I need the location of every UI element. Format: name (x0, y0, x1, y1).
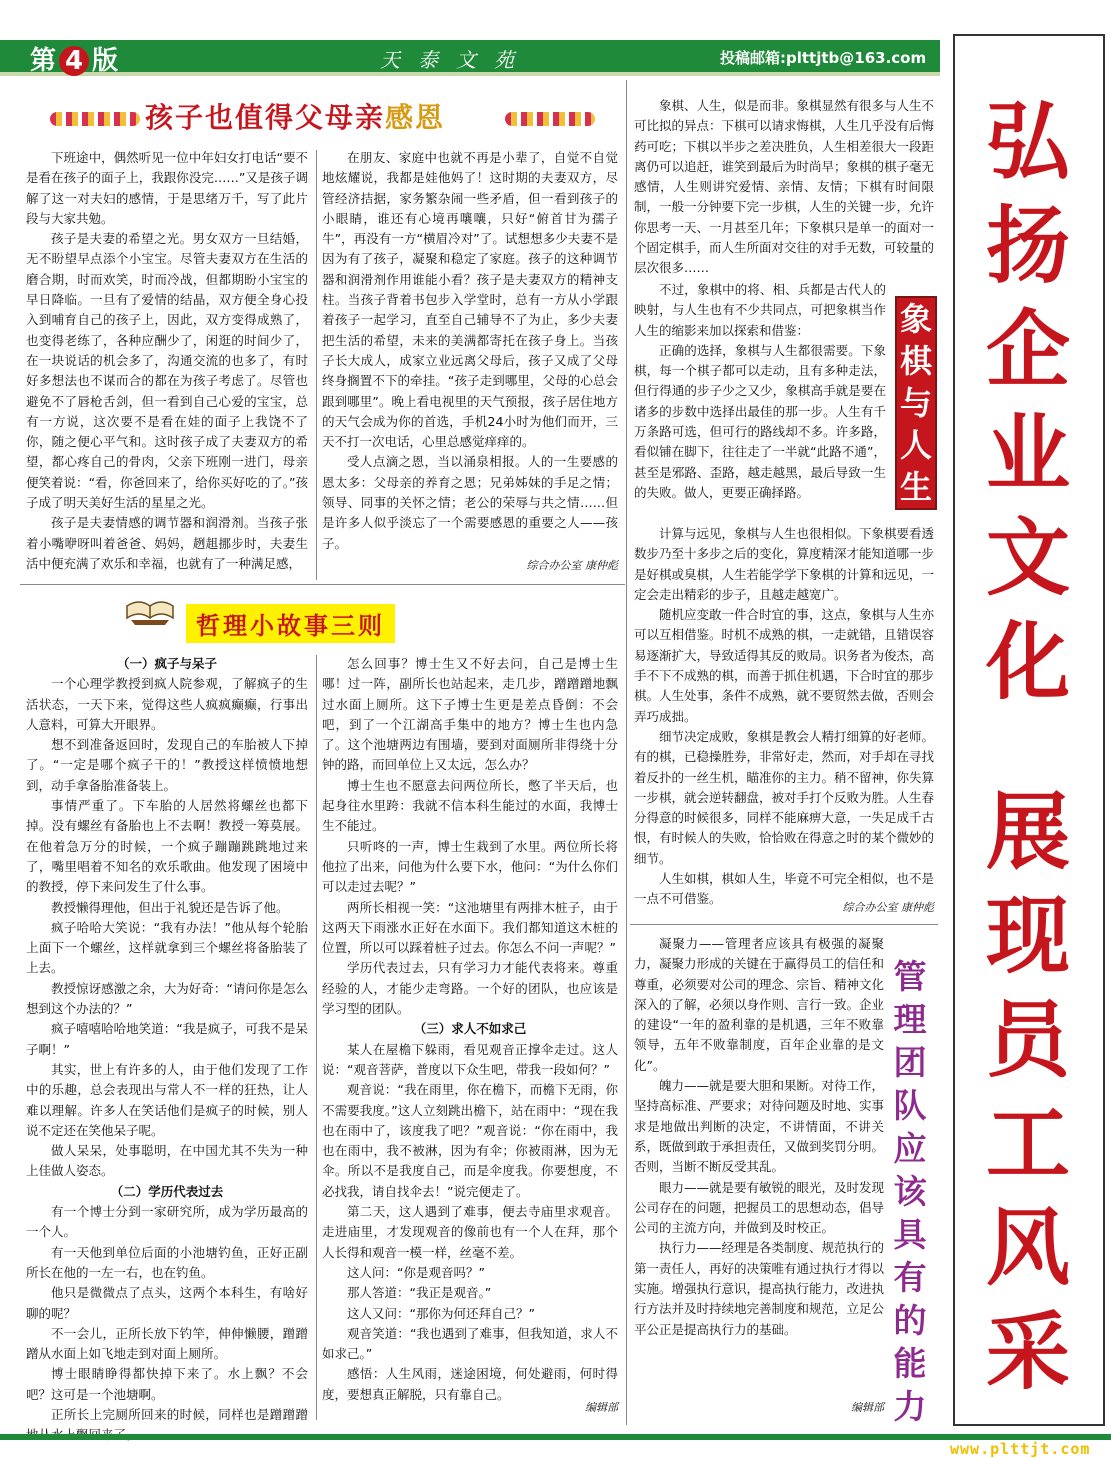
article3-title: 象棋与人生 (895, 296, 937, 510)
footer-band (0, 1434, 1111, 1440)
paragraph: 第二天，这人遇到了难事，便去寺庙里求观音。走进庙里，才发现观音的像前也有一个人在拜，那个人长得和观音一模一样，丝毫不差。 (322, 1204, 618, 1260)
paragraph: 博士生也不愿意去问两位所长，憋了半天后，也起身往水里跨：我就不信本科生能过的水面，我博士生不能过。 (322, 777, 618, 834)
paragraph: 不一会儿，正所长放下钓竿，伸伸懒腰，蹭蹭蹭从水面上如飞地走到对面上厕所。 (26, 1325, 308, 1362)
paragraph: 细节决定成败，象棋是教会人精打细算的好老师。有的棋，已稳操胜券，非常好走，然而，对手却在寻找着反扑的一丝生机，瞄准你的主力。稍不留神，你失算一步棋，就会逆转翻盘，被对手打个反败为胜。人生春分得意的时候很多，同样不能麻痹大意，一失足成千古恨，有时候人的失败，恰恰败在得意之时的某个微妙的细节。 (634, 728, 935, 866)
book-icon (125, 596, 175, 626)
paragraph: 其实，世上有许多的人，由于他们发现了工作中的乐趣，总会表现出与常人不一样的狂热，让人难以理解。许多人在笑话他们是疯子的时候，别人说不定还在笑他呆子呢。 (26, 1061, 308, 1138)
paragraph: 疯子嘻嘻哈哈地笑道：“我是疯子，可我不是呆子啊！” (26, 1021, 308, 1057)
article3-bottom (634, 524, 934, 910)
flower-decoration-left (50, 112, 140, 126)
paragraph: 在朋友、家庭中也就不再是小辈了，自觉不自觉地炫耀说，我都是娃他妈了！这时期的夫妻双方，尽管经济拮据，家务繁杂闹一些矛盾，但一看到孩子的小眼睛，谁还有心境再嚷嚷，只好“俯首甘为孺子牛”，再没有一方“横眉冷对”了。试想想多少夫妻不是因为有了孩子，凝聚和稳定了家庭。孩子的这种调节器和润滑剂作用谁能小看？孩子是夫妻双方的精神支柱。当孩子背着书包步入学堂时，总有一方从小学跟着孩子一起学习，直至自己辅导不了为止，多少夫妻把生活的希望，未来的美满都寄托在孩子身上。当孩子长大成人，成家立业远离父母后，孩子又成了父母终身搁置不下的牵挂。“孩子走到哪里，父母的心总会跟到哪里”。晚上看电视里的天气预报，孩子居住地方的天气会成为你的首选，手机24小时为他们而开，三天不打一次电话，心里总感觉痒痒的。 (322, 150, 618, 450)
paragraph: 这人又问：“那你为何还拜自己？” (347, 1305, 535, 1321)
paragraph: 教授惊讶感激之余，大为好奇：“请问你是怎么想到这个办法的？” (26, 980, 308, 1017)
paragraph: 某人在屋檐下躲雨，看见观音正撑伞走过。这人说：“观音菩萨，普度以下众生吧，带我一段如何？” (322, 1041, 618, 1077)
flower-decoration-right (505, 112, 595, 126)
paragraph: 做人呆呆，处事聪明，在中国尤其不失为一种上佳做人姿态。 (26, 1143, 308, 1179)
paragraph: 博士眼睛睁得都快掉下来了。水上飘？不会吧？这可是一个池塘啊。 (26, 1366, 308, 1402)
article2-col2 (322, 654, 618, 1405)
paragraph: 计算与远见，象棋与人生也很相似。下象棋要看透数步乃至十多步之后的变化，算度精深才能知道哪一步是好棋或臭棋，人生若能学学下象棋的计算和远见，一定会走出精彩的步子，且越走越宽广。 (634, 526, 935, 602)
paragraph: 象棋、人生，似是而非。象棋显然有很多与人生不可比拟的异点：下棋可以请求悔棋，人生几乎没有后悔药可吃；下棋以半步之差决胜负，人生相差很大一段距离仍可以追赶，谁笑到最后为时尚早；象棋的棋子毫无感情，人生则讲究爱情、亲情、友情；下棋有时间限制，一般一分钟要下完一步棋，人生的关键一步，允许你思考一天、一月甚至几年；下象棋只是单一的面对一个固定棋手，而人生所面对交往的对手无数，可较量的层次很多…… (634, 98, 935, 276)
paragraph: 执行力——经理是各类制度、规范执行的第一责任人，再好的决策唯有通过执行才得以实施。增强执行意识，提高执行能力，改进执行方法并及时持续地完善制度和规范，立足公平公正是提高执行力的基础。 (634, 1240, 885, 1337)
paragraph: 两所长相视一笑：“这池塘里有两排木桩子，由于这两天下雨涨水正好在水面下。我们都知道这木桩的位置，所以可以踩着桩子过去。你怎么不问一声呢？” (322, 899, 618, 956)
masthead: 天泰文苑 (380, 48, 532, 72)
paragraph: 教授懒得理他，但出于礼貌还是告诉了他。 (51, 899, 289, 915)
article3-signature: 综合办公室 康仲彪 (842, 901, 934, 914)
paragraph: 观音说：“我在雨里，你在檐下，而檐下无雨，你不需要我度。”这人立刻跳出檐下，站在雨中：“现在我也在雨中了，该度我了吧？”观音说：“你在雨中，我也在雨中，我不被淋，因为有伞；你被雨淋，因为无伞。所以不是我度自己，而是伞度我。你要想度，不必找我，请自找伞去！”说完便走了。 (322, 1082, 618, 1199)
paragraph: 正所长上完厕所回来的时候，同样也是蹭蹭蹭 (51, 1406, 308, 1422)
column-divider (316, 150, 317, 580)
paragraph: 疯子哈哈大笑说：“我有办法！”他从每个轮胎上面下一个螺丝，这样就拿到三个螺丝将备胎装了上去。 (26, 919, 308, 976)
paragraph: 下班途中，偶然听见一位中年妇女打电话“要不是看在孩子的面子上，我跟你没完……”又是孩子调解了这一对夫妇的感情，于是思绪万千，写了此片段与大家共勉。 (26, 150, 308, 226)
paragraph: 事情严重了。下车胎的人居然将螺丝也都下掉。没有螺丝有备胎也上不去啊！教授一筹莫展。在他着急万分的时候，一个疯子蹦蹦跳跳地过来了，嘴里唱着不知名的欢乐歌曲。他发现了困境中的教授，停下来问发生了什么事。 (26, 798, 308, 895)
paragraph: 孩子是夫妻的希望之光。男女双方一旦结婚，无不盼望早点添个小宝宝。尽管夫妻双方在生活的磨合期，时而欢笑，时而冷战，但都期盼小宝宝的早日降临。一旦有了爱情的结晶，双方便全身心投入到哺育自己的孩子上，因此，双方变得成熟了，也变得老练了，各种应酬少了，闲逛的时间少了，在一块说话的机会多了，沟通交流的也多了，有时好多想法也不谋而合的都在为孩子考虑了。尽管也避免不了唇枪舌剑，但一看到自己心爱的宝宝，总有一方说，这次要不是看在娃的面子上我饶不了你，随之便心平气和。这时孩子成了夫妻双方的希望，都心疼自己的骨肉，父亲下班刚一进门，母亲便笑着说：“看，你爸回来了，给你买好吃的了。”孩子成了明天美好生活的星星之光。 (26, 231, 308, 511)
paragraph: 人生如棋，棋如人生，毕竟不可完全相似，也不是一点不可借鉴。 (634, 871, 935, 907)
paragraph: 那人答道：“我正是观音。” (347, 1285, 492, 1301)
slogan-line1: 弘扬企业文化 (985, 93, 1070, 711)
article4-title: 管理团队应该具有的能力 (893, 957, 927, 1426)
article1-signature: 综合办公室 康仲彪 (526, 559, 618, 572)
edition-label: 第 4 版 (30, 46, 119, 76)
paragraph: 魄力——就是要大胆和果断。对待工作，坚持高标准、严要求；对待问题及时地、实事求是地做出判断的决定，不讲情面，不讲关系，既做到敢于承担责任，又做到奖罚分明。否则，当断不断反受其乱。 (634, 1078, 885, 1175)
article2-title: 哲理小故事三则 (186, 604, 395, 643)
article3-mid (634, 280, 886, 503)
slogan-line2: 展现员工风采 (985, 783, 1070, 1401)
story-subheading: （一）疯子与呆子 (116, 656, 217, 671)
paragraph: 眼力——就是要有敏锐的眼光，及时发现公司存在的问题，把握员工的思想动态，倡导公司的主流方向，并做到及时校正。 (634, 1179, 885, 1236)
story-subheading: （三）求人不如求己 (413, 1021, 527, 1037)
paragraph: 一个心理学教授到疯人院参观，了解疯子的生活状态，一天下来，觉得这些人疯疯癫癫，行事出人意料，可算大开眼界。 (26, 676, 308, 732)
article4-signature: 编辑部 (851, 1401, 884, 1414)
article2-col1 (26, 654, 308, 1446)
article1-col2 (322, 148, 618, 554)
paragraph: 这人问：“你是观音吗？” (347, 1264, 485, 1280)
submission-email: 投稿邮箱:plttjtb@163.com (720, 49, 927, 67)
article2-signature: 编辑部 (585, 1401, 618, 1414)
paragraph: 观音笑道：“我也遇到了难事，但我知道，求人不如求己。” (322, 1325, 618, 1362)
paragraph: 想不到准备返回时，发现自己的车胎被人下掉了。“一定是哪个疯子干的！”教授这样愤愤地想到，动手拿备胎准备装上。 (26, 737, 308, 793)
column-divider (626, 80, 627, 1425)
article1-col1 (26, 148, 308, 574)
paragraph: 怎么回事？博士生又不好去问，自己是博士生哪！过一阵，副所长也站起来，走几步，蹭蹭蹭地飘过水面上厕所。这下子博士生更是差点昏倒：不会吧，到了一个江湖高手集中的地方？博士生也内急了。这个池塘两边有围墙，要到对面厕所非得绕十分钟的路，而回单位上又太远，怎么办？ (322, 656, 618, 773)
article3-top (634, 96, 934, 279)
paragraph: 正确的选择，象棋与人生都很需要。下象棋，每一个棋子都可以走动，且有多种走法，但行得通的步子少之又少，象棋高手就是要在诸多的步数中选择出最佳的那一步。人生有千万条路可选，但可行的路线却不多。许多路，看似铺在脚下，往往走了一半就“此路不通”，甚至是邪路、歪路，越走越黑，最后导致一生的失败。做人，更要正确择路。 (634, 342, 886, 500)
paragraph: 不过，象棋中的将、相、兵都是古代人的映射，与人生也有不少共同点，可把象棋当作人生的缩影来加以探索和借鉴： (634, 282, 886, 338)
paragraph: 他只是微微点了点头，这两个本科生，有啥好聊的呢？ (26, 1285, 308, 1321)
paragraph: 有一个博士分到一家研究所，成为学历最高的一个人。 (26, 1204, 308, 1240)
paragraph: 孩子是夫妻情感的调节器和润滑剂。当孩子张着小嘴咿呀叫着爸爸、妈妈，趔趄挪步时，夫妻生活中便充满了欢乐和幸福，也就有了一种满足感， (26, 515, 308, 571)
paragraph: 受人点滴之恩，当以涌泉相报。人的一生要感的恩太多：父母亲的养育之恩；兄弟姊妹的手足之情；领导、同事的关怀之情；老公的荣辱与共之情……但是许多人似乎淡忘了一个需要感恩的重要之人——孩子。 (322, 454, 618, 551)
section-divider (630, 924, 938, 925)
paragraph: 学历代表过去，只有学习力才能代表将来。尊重经验的人，才能少走弯路。一个好的团队，也应该是学习型的团队。 (322, 960, 618, 1017)
paragraph: 只听咚的一声，博士生栽到了水里。两位所长将他拉了出来，问他为什么要下水，他问：“为什么你们可以走过去呢？” (322, 838, 618, 895)
footer-url: www.plttjt.com (950, 1440, 1091, 1458)
paragraph: 随机应变敢一件合时宜的事，这点，象棋与人生亦可以互相借鉴。时机不成熟的棋，一走就错，且错误容易逐渐扩大，导致适得其反的败局。识务者为俊杰，高手不下不成熟的棋，而善于抓住机遇，下合时宜的那步棋。人生处事，条件不成熟，就不要贸然去做，否则会弄巧成拙。 (634, 607, 935, 724)
column-divider (316, 655, 317, 1420)
article1-title: 孩子也值得父母亲感恩 (145, 101, 446, 134)
paragraph: 有一天他到单位后面的小池塘钓鱼，正好正副所长在他的一左一右，也在钓鱼。 (26, 1244, 308, 1280)
story-subheading: （二）学历代表过去 (110, 1183, 224, 1199)
section-divider (20, 584, 625, 585)
paragraph: 感悟：人生风雨，迷途困境，何处避雨，何时得度，要想真正解脱，只有靠自己。 (322, 1366, 618, 1402)
edition-number: 4 (59, 46, 89, 76)
article4-body (634, 934, 884, 1340)
paragraph: 凝聚力——管理者应该具有极强的凝聚力，凝聚力形成的关键在于赢得员工的信任和尊重，必须要对公司的理念、宗旨、精神文化深入的了解，必须以身作则、言行一致。企业的建设“一年的盈利靠的是机遇，三年不败靠领导，五年不败靠制度，百年企业靠的是文化”。 (634, 936, 885, 1073)
